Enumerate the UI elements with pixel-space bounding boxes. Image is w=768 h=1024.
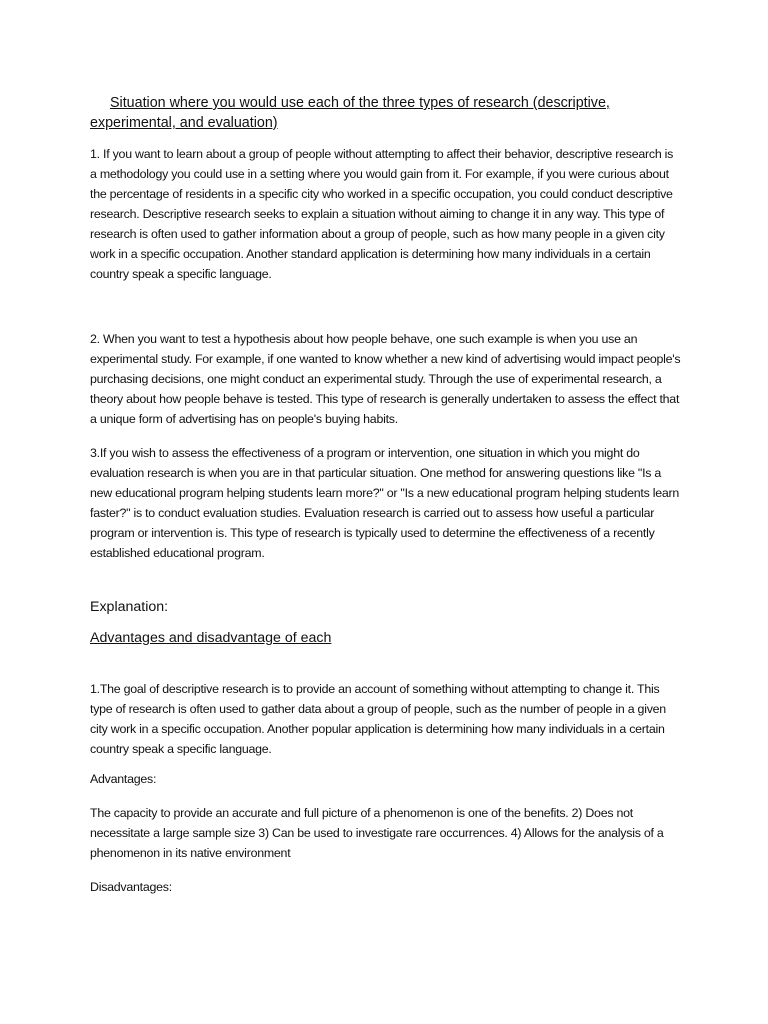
advantages-text: The capacity to provide an accurate and full picture of a phenomenon is one of the benefits. 2) Does not necessitate a large sample size 3) Can be used to investigate rare occurrences. 4) Allows for the analysis of a phenomenon in its native environment [90,806,664,860]
document-title [90,93,690,133]
paragraph-descriptive: 1. If you want to learn about a group of people without attempting to affect their behavior, descriptive research is a methodology you could use in a setting where you would gain from it. For example, if you were curious about the percentage of residents in a specific city who worked in a specific occupation, you could conduct descriptive research. Descriptive research seeks to explain a situation without aiming to change it in any way. This type of research is often used to gather information about a group of people, such as how many people in a given city work in a specific occupation. Another standard application is determining how many individuals in a certain country speak a specific language. [90,147,674,281]
document-title-text: Situation where you would use each of the three types of research (descriptive, experimental, and evaluation) [90,95,610,131]
disadvantages-label: Disadvantages: [90,880,172,894]
paragraph-evaluation: 3.If you wish to assess the effectiveness of a program or intervention, one situation in which you might do evaluation research is when you are in that particular situation. One method for answering questions like "Is a new educational program helping students learn more?" or "Is a new educational program helping students learn faster?" is to conduct evaluation studies. Evaluation research is carried out to assess how useful a particular program or intervention is. This type of research is typically used to determine the effectiveness of a recently established educational program. [90,446,680,560]
explanation-heading: Explanation: [90,599,169,615]
advantages-label: Advantages: [90,772,157,786]
advantages-disadvantages-heading: Advantages and disadvantage of each [90,630,332,646]
paragraph-descriptive-goal: 1.The goal of descriptive research is to provide an account of something without attempting to change it. This type of research is often used to gather data about a group of people, such as the number of people in a given city work in a specific occupation. Another popular application is determining how many individuals in a certain country speak a specific language. [90,682,666,756]
paragraph-experimental: 2. When you want to test a hypothesis about how people behave, one such example is when you use an experimental study. For example, if one wanted to know whether a new kind of advertising would impact people's purchasing decisions, one might conduct an experimental study. Through the use of experimental research, a theory about how people behave is tested. This type of research is generally undertaken to assess the effect that a unique form of advertising has on people's buying habits. [90,332,681,426]
